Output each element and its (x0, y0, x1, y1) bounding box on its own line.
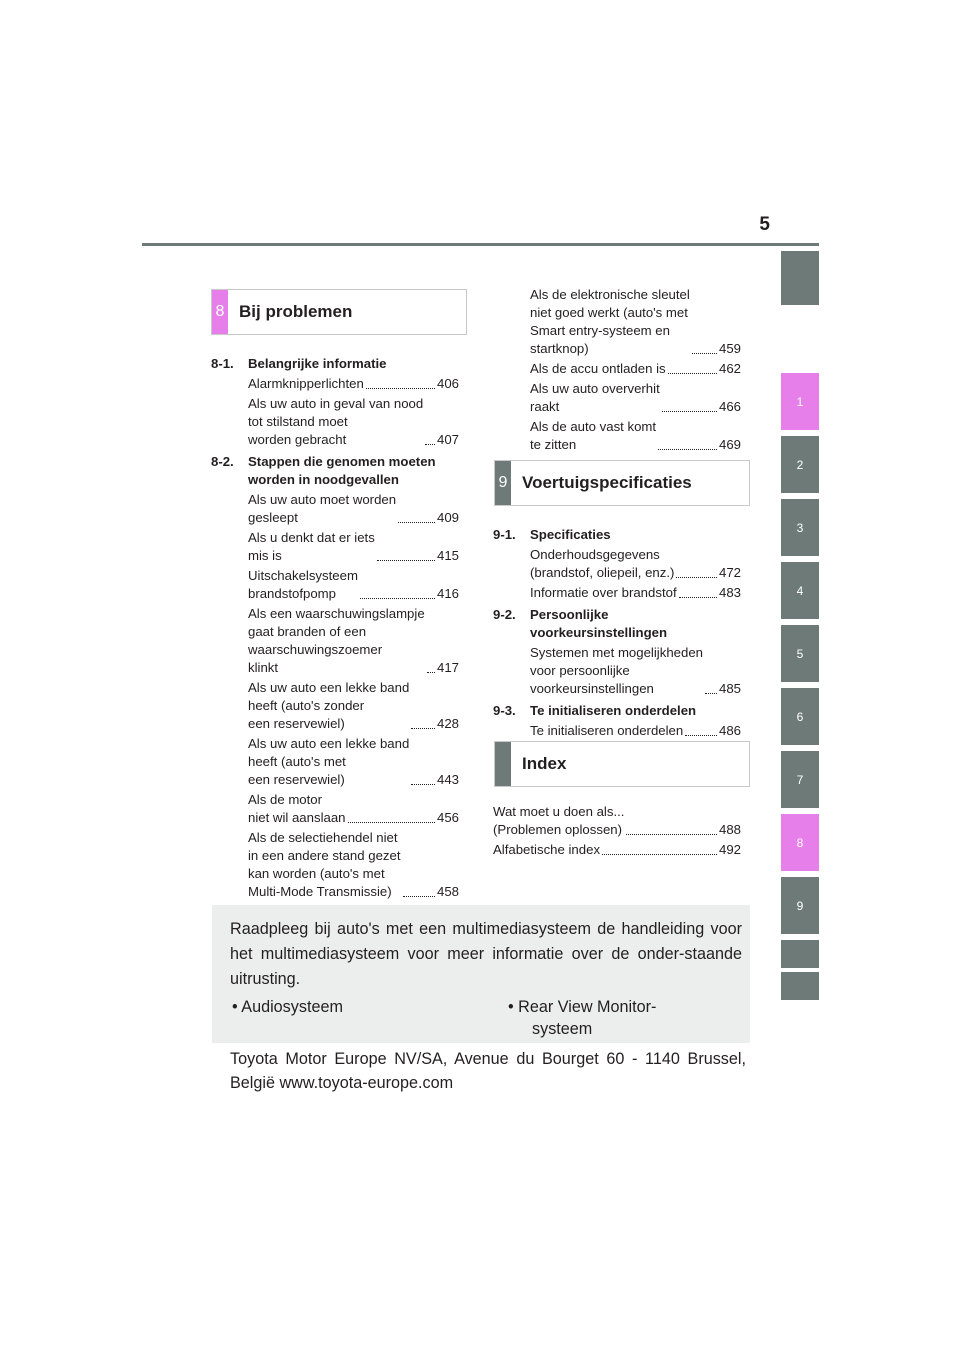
leader-dots (425, 444, 435, 445)
chapter-tab-6[interactable]: 6 (781, 688, 819, 745)
toc-entry[interactable]: Als u denkt dat er iets mis is 415 (248, 530, 459, 563)
chapter-tab-7[interactable]: 7 (781, 751, 819, 808)
leader-dots (348, 822, 435, 823)
leader-dots (411, 784, 435, 785)
leader-dots (658, 449, 717, 450)
toc-entry[interactable]: Als de selectiehendel niet in een andere stand gezet kan worden (auto's met Multi-Mode Transmissie) 458 (248, 830, 459, 899)
toc-entry[interactable]: Als de elektronische sleutel niet goed werkt (auto's met Smart entry-systeem en startknop) 459 (530, 287, 741, 356)
toc-entry[interactable]: Onderhoudsgegevens (brandstof, oliepeil, enz.) 472 (530, 547, 741, 580)
toc-entry[interactable]: Informatie over brandstof 483 (530, 585, 741, 600)
toc-entry[interactable]: Als uw auto oververhit raakt 466 (530, 381, 741, 414)
toc-group-9-1[interactable]: 9-1. Specificaties (493, 527, 611, 542)
section-header-voertuigspecificaties[interactable] (494, 460, 750, 506)
toc-entry[interactable]: Als een waarschuwingslampje gaat branden of een waarschuwingszoemer klinkt 417 (248, 606, 459, 675)
toc-right-continuation (493, 284, 741, 454)
toc-right-index (493, 801, 741, 859)
leader-dots (685, 735, 717, 736)
chapter-tab-3[interactable]: 3 (781, 499, 819, 556)
toc-entry[interactable]: Als uw auto moet worden gesleept 409 (248, 492, 459, 525)
leader-dots (602, 854, 717, 855)
chapter-tab-blank-b[interactable] (781, 972, 819, 1000)
leader-dots (668, 373, 717, 374)
toc-entry[interactable]: Als uw auto een lekke band heeft (auto's met een reservewiel) 443 (248, 736, 459, 787)
toc-right-chapter-9 (493, 522, 741, 740)
leader-dots (366, 388, 435, 389)
chapter-tab-4[interactable]: 4 (781, 562, 819, 619)
section-title: Bij problemen (239, 302, 353, 321)
toc-entry[interactable]: Als de accu ontladen is 462 (530, 361, 741, 376)
leader-dots (705, 693, 717, 694)
leader-dots (403, 896, 435, 897)
toc-entry[interactable]: Als uw auto in geval van nood tot stilstand moet worden gebracht 407 (248, 396, 459, 447)
header-rule (142, 243, 819, 246)
toc-entry[interactable]: Alarmknipperlichten 406 (248, 376, 459, 391)
toc-entry[interactable]: Wat moet u doen als... (Problemen oplossen) 488 (493, 804, 741, 837)
leader-dots (360, 598, 435, 599)
toc-entry[interactable]: Als uw auto een lekke band heeft (auto's zonder een reservewiel) 428 (248, 680, 459, 731)
publisher-footer: Toyota Motor Europe NV/SA, Avenue du Bourget 60 - 1140 Brussel, België www.toyota-europe.com (230, 1050, 746, 1092)
section-title: Voertuigspecificaties (522, 473, 692, 492)
page-number: 5 (759, 214, 770, 235)
chapter-tab-5[interactable]: 5 (781, 625, 819, 682)
chapter-tab-1[interactable]: 1 (781, 373, 819, 430)
leader-dots (626, 834, 717, 835)
bullet-audiosysteem: • Audiosysteem (232, 998, 343, 1016)
toc-entry[interactable]: Als de auto vast komt te zitten 469 (530, 419, 741, 452)
toc-group-8-1[interactable]: 8-1. Belangrijke informatie (211, 356, 387, 371)
chapter-tab-9[interactable]: 9 (781, 877, 819, 934)
section-header-bij-problemen[interactable] (211, 289, 467, 335)
section-number-9: 9 (495, 461, 511, 505)
toc-group-9-2[interactable]: 9-2. Persoonlijke voorkeursinstellingen (493, 607, 668, 640)
toc-entry[interactable]: Alfabetische index 492 (493, 842, 741, 857)
leader-dots (411, 728, 435, 729)
section-number-index (495, 742, 511, 786)
toc-entry[interactable]: Uitschakelsysteem brandstofpomp 416 (248, 568, 459, 601)
chapter-tab-blank-top[interactable] (781, 251, 819, 305)
chapter-tab-blank-a[interactable] (781, 940, 819, 968)
leader-dots (676, 577, 717, 578)
leader-dots (427, 672, 435, 673)
leader-dots (662, 411, 717, 412)
toc-left-column (211, 351, 459, 901)
bullet-rear-view-monitor: • Rear View Monitor- (508, 998, 657, 1016)
section-number-8: 8 (212, 290, 228, 334)
bullet-rear-view-monitor-cont: systeem (532, 1020, 593, 1038)
chapter-tab-8[interactable]: 8 (781, 814, 819, 871)
note-text: Raadpleeg bij auto's met een multimediasysteem de handleiding voor het multimediasysteem voor meer informatie over de onder-staande uitrusting. (230, 920, 742, 988)
section-title: Index (522, 754, 567, 773)
leader-dots (398, 522, 435, 523)
leader-dots (377, 560, 435, 561)
toc-entry[interactable]: Te initialiseren onderdelen 486 (530, 723, 741, 738)
leader-dots (679, 597, 717, 598)
multimedia-note-box (212, 905, 750, 1043)
toc-group-9-3[interactable]: 9-3. Te initialiseren onderdelen (493, 703, 697, 718)
chapter-tab-2[interactable]: 2 (781, 436, 819, 493)
leader-dots (692, 353, 717, 354)
toc-group-8-2[interactable]: 8-2. Stappen die genomen moeten worden in noodgevallen (211, 454, 436, 487)
toc-entry[interactable]: Als de motor niet wil aanslaan 456 (248, 792, 459, 825)
toc-entry[interactable]: Systemen met mogelijkheden voor persoonlijke voorkeursinstellingen 485 (530, 645, 741, 696)
section-header-index[interactable] (494, 741, 750, 787)
